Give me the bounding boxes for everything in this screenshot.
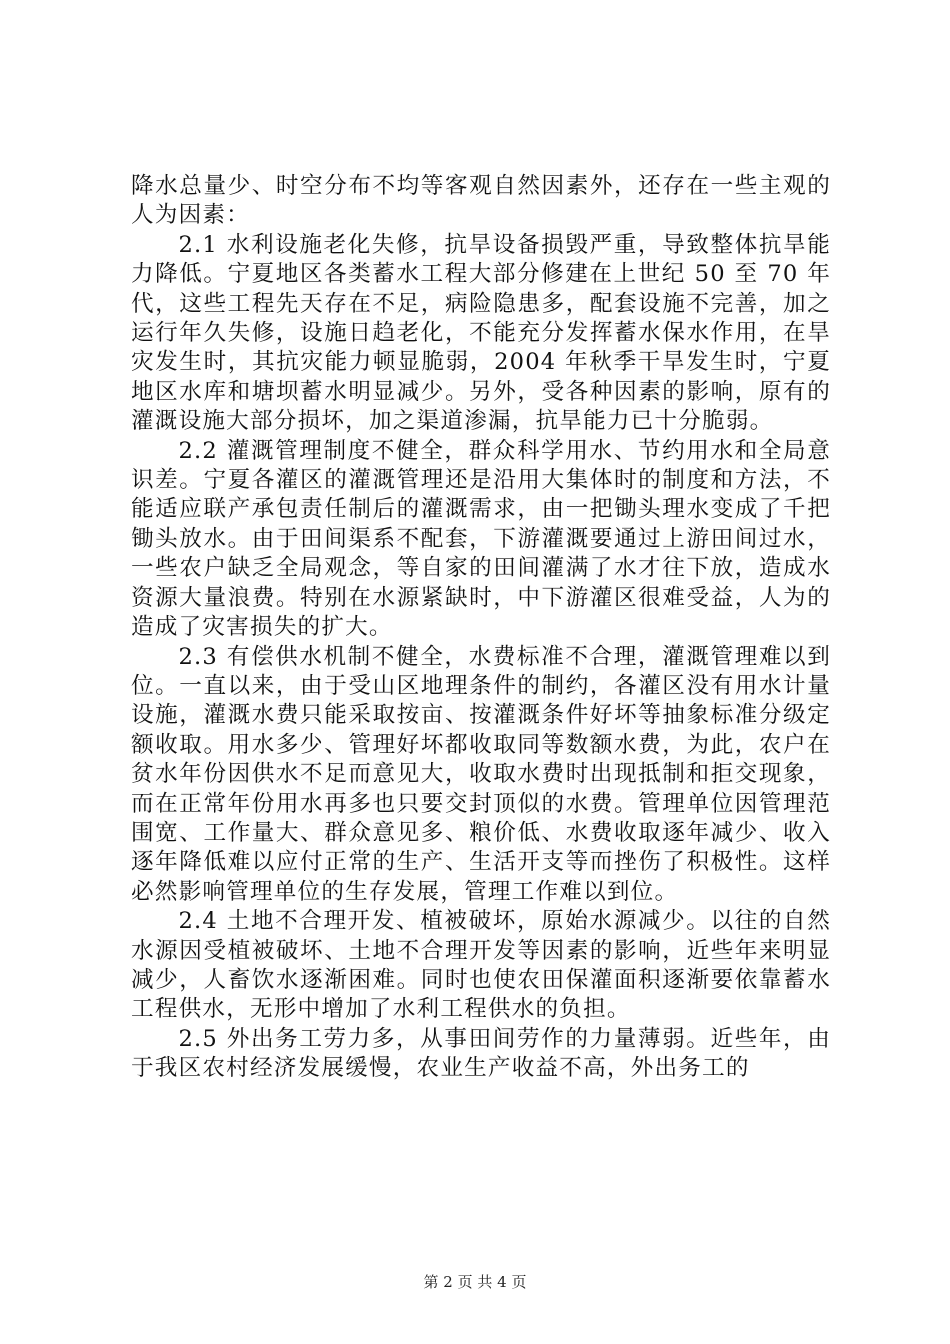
paragraph-2-5: 2.5 外出务工劳力多，从事田间劳作的力量薄弱。近些年，由于我区农村经济发展缓慢，农业生产收益不高，外出务工的 <box>131 1025 831 1082</box>
page-number-footer: 第 2 页 共 4 页 <box>423 1273 527 1291</box>
paragraph-2-1: 2.1 水利设施老化失修，抗旱设备损毁严重，导致整体抗旱能力降低。宁夏地区各类蓄水工程大部分修建在上世纪 50 至 70 年代，这些工程先天存在不足，病险隐患多，配套设施不完善，加之运行年久失修，设施日趋老化，不能充分发挥蓄水保水作用，在旱灾发生时，其抗灾能力顿显脆弱，2004 年秋季干旱发生时，宁夏地区水库和塘坝蓄水明显减少。另外，受各种因素的影响，原有的灌溉设施大部分损坏，加之渠道渗漏，抗旱能力已十分脆弱。 <box>131 231 831 435</box>
paragraph-2-4: 2.4 土地不合理开发、植被破坏，原始水源减少。以往的自然水源因受植被破坏、土地不合理开发等因素的影响，近些年来明显减少，人畜饮水逐渐困难。同时也使农田保灌面积逐渐要依靠蓄水工程供水，无形中增加了水利工程供水的负担。 <box>131 908 831 1023</box>
paragraph-continuation: 降水总量少、时空分布不均等客观自然因素外，还存在一些主观的人为因素： <box>131 173 831 229</box>
document-body <box>131 172 831 1084</box>
paragraph-2-3: 2.3 有偿供水机制不健全，水费标准不合理，灌溉管理难以到位。一直以来，由于受山区地理条件的制约，各灌区没有用水计量设施，灌溉水费只能采取按亩、按灌溉条件好坏等抽象标准分级定额收取。用水多少、管理好坏都收取同等数额水费，为此，农户在贫水年份因供水不足而意见大，收取水费时出现抵制和拒交现象，而在正常年份用水再多也只要交封顶似的水费。管理单位因管理范围宽、工作量大、群众意见多、粮价低、水费收取逐年减少、收入逐年降低难以应付正常的生产、生活开支等而挫伤了积极性。这样必然影响管理单位的生存发展，管理工作难以到位。 <box>131 643 831 905</box>
paragraph-2-2: 2.2 灌溉管理制度不健全，群众科学用水、节约用水和全局意识差。宁夏各灌区的灌溉管理还是沿用大集体时的制度和方法，不能适应联产承包责任制后的灌溉需求，由一把锄头理水变成了千把锄头放水。由于田间渠系不配套，下游灌溉要通过上游田间过水，一些农户缺乏全局观念，等自家的田间灌满了水才往下放，造成水资源大量浪费。特别在水源紧缺时，中下游灌区很难受益，人为的造成了灾害损失的扩大。 <box>131 437 831 641</box>
